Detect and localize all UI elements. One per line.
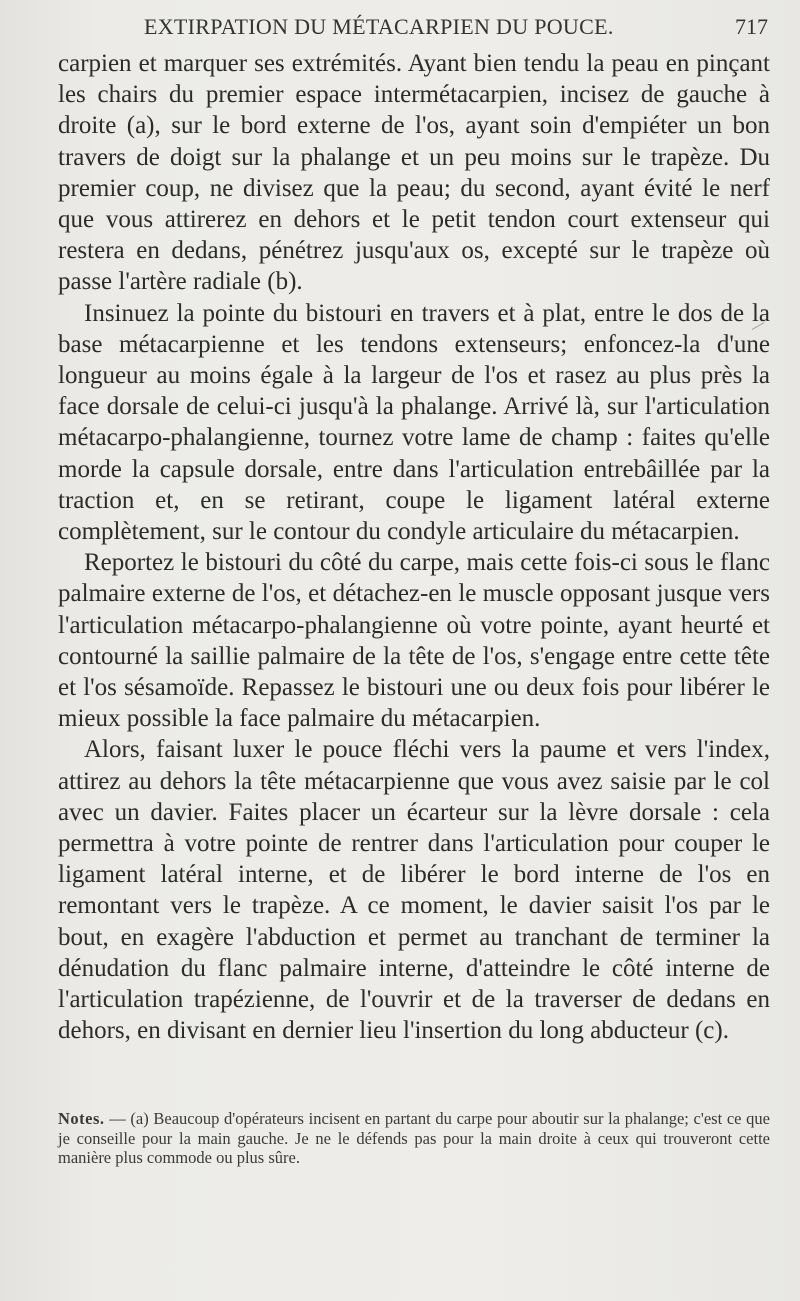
body-text bbox=[58, 48, 770, 1047]
paragraph-continuation: carpien et marquer ses extrémités. Ayant bien tendu la peau en pinçant les chairs du premier espace intermétacarpien, incisez de gauche à droite (a), sur le bord externe de l'os, ayant soin d'empiéter un bon travers de doigt sur la phalange et un peu moins sur le trapèze. Du premier coup, ne divisez que la peau; du second, ayant évité le nerf que vous attirerez en dehors et le petit tendon court extenseur qui restera en dedans, pénétrez jusqu'aux os, excepté sur le trapèze où passe l'artère radiale (b). bbox=[58, 50, 770, 296]
paragraph-alors: Alors, faisant luxer le pouce fléchi vers la paume et vers l'index, attirez au dehors la tête métacarpienne que vous avez saisie par le col avec un davier. Faites placer un écarteur sur la lèvre dorsale : cela permettra à votre pointe de rentrer dans l'articulation pour couper le ligament latéral interne, et de libérer le bord interne de l'os en remontant vers le trapèze. A ce moment, le davier saisit l'os par le bout, en exagère l'abduction et permet au tranchant de terminer la dénudation du flanc palmaire interne, d'atteindre le côté interne de l'articulation trapézienne, de l'ouvrir et de la traverser de dedans en dehors, en divisant en dernier lieu l'insertion du long abducteur (c). bbox=[58, 736, 770, 1045]
notes-text: — (a) Beaucoup d'opérateurs incisent en partant du carpe pour aboutir sur la phalange; c'est ce que je conseille pour la main gauche. Je ne le défends pas pour la main droite à ceux qui trouveront cette manière plus commode ou plus sûre. bbox=[58, 1109, 770, 1167]
paragraph-insinuez: Insinuez la pointe du bistouri en travers et à plat, entre le dos de la base métacarpienne et les tendons extenseurs; enfoncez-la d'une longueur au moins égale à la largeur de l'os et rasez au plus près la face dorsale de celui-ci jusqu'à la phalange. Arrivé là, sur l'articulation métacarpo-phalangienne, tournez votre lame de champ : faites qu'elle morde la capsule dorsale, entre dans l'articulation entrebâillée par la traction et, en se retirant, coupe le ligament latéral externe complètement, sur le contour du condyle articulaire du métacarpien. bbox=[58, 299, 770, 546]
page-number: 717 bbox=[735, 14, 768, 39]
running-head bbox=[78, 14, 768, 44]
paragraph-reportez: Reportez le bistouri du côté du carpe, mais cette fois-ci sous le flanc palmaire externe de l'os, et détachez-en le muscle opposant jusque vers l'articulation métacarpo-phalangienne où votre pointe, ayant heurté et contourné la saillie palmaire de la tête de l'os, s'engage entre cette tête et l'os sésamoïde. Repassez le bistouri une ou deux fois pour libérer le mieux possible la face palmaire du métacarpien. bbox=[58, 549, 770, 733]
footnotes bbox=[58, 1109, 770, 1168]
notes-label: Notes. bbox=[58, 1109, 105, 1128]
running-title: EXTIRPATION DU MÉTACARPIEN DU POUCE. bbox=[144, 14, 614, 39]
